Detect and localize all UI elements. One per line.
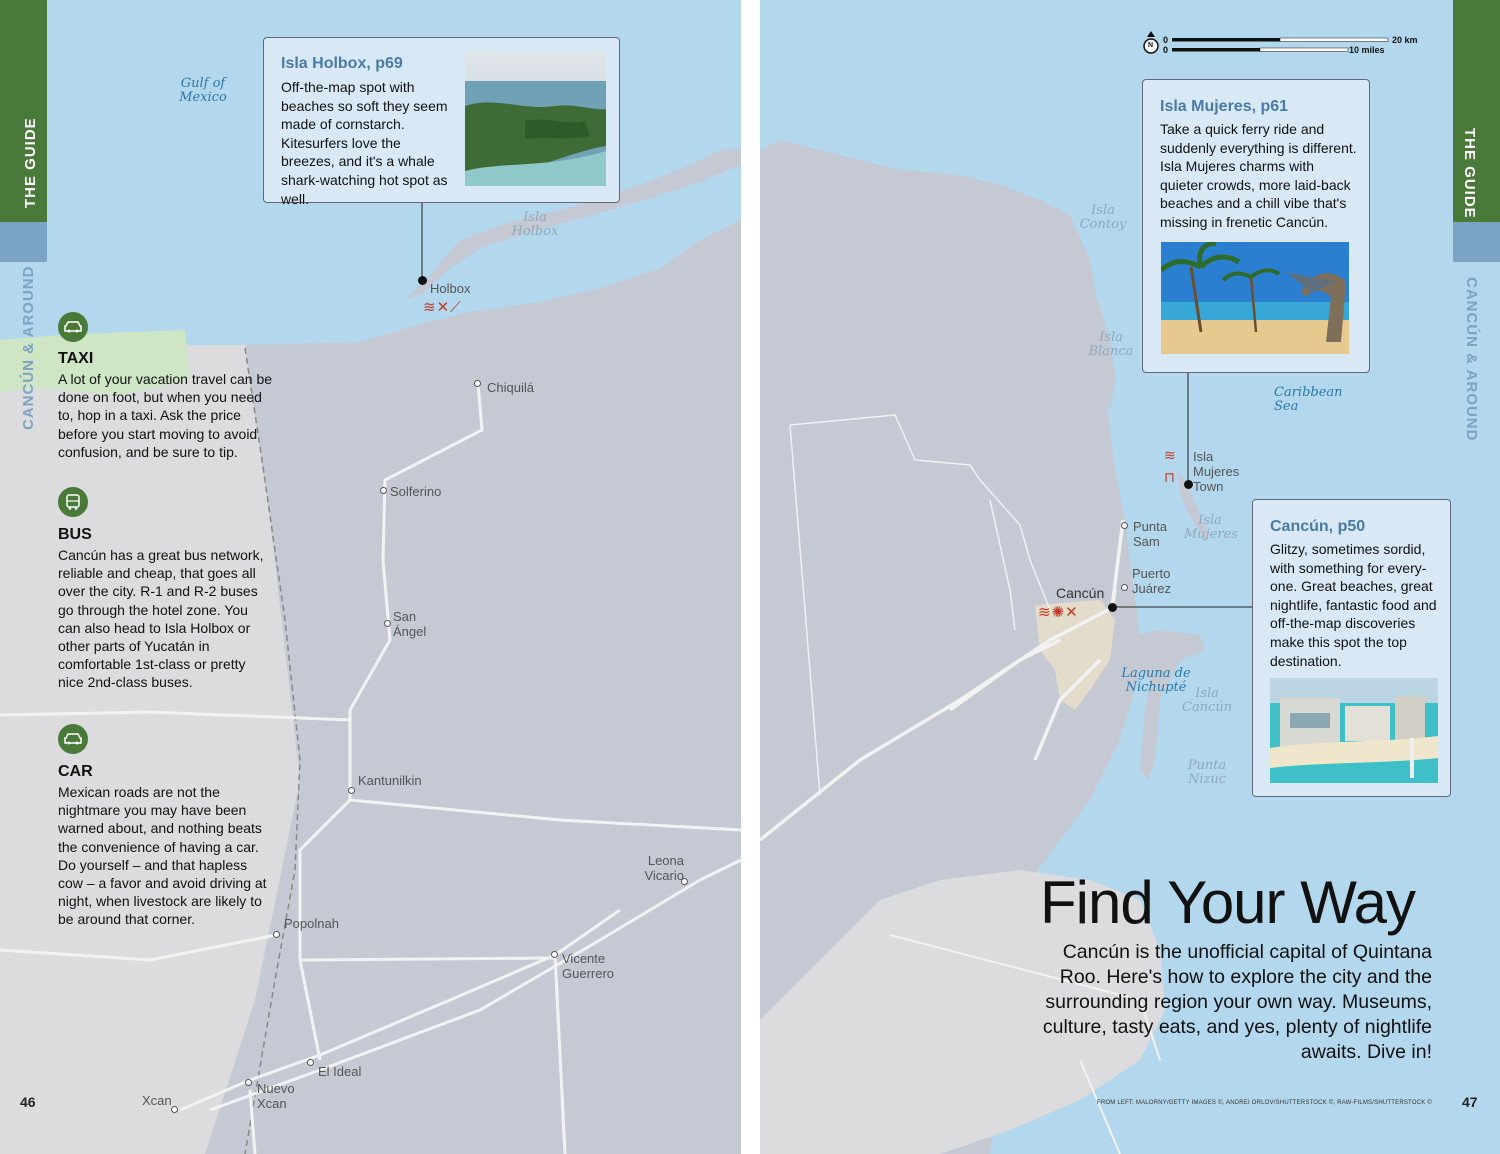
chiquila-label: Chiquilá <box>487 380 534 395</box>
isla-mujeres-town-marker[interactable] <box>1184 480 1193 489</box>
section-tab[interactable] <box>0 222 47 262</box>
leona-vicario-label: Leona Vicario <box>644 853 684 883</box>
cancun-callout-text: Glitzy, sometimes sordid, with something for every-one. Great beaches, great nightlife, fantastic food and off-the-map discoveries make this spot the top destination. <box>1270 541 1437 669</box>
popolnah-marker[interactable] <box>273 931 280 938</box>
beach-icon: ≋ <box>1038 604 1052 621</box>
beach-icon: ≋ <box>1164 447 1177 463</box>
holbox-callout[interactable] <box>263 37 620 207</box>
mujeres-photo <box>1161 242 1349 354</box>
cancun-activity-icons <box>1038 603 1079 621</box>
xcan-marker[interactable] <box>171 1106 178 1113</box>
isla-holbox-label: Isla Holbox <box>511 210 559 239</box>
car-heading: CAR <box>58 763 93 780</box>
vicente-guerrero-marker[interactable] <box>551 951 558 958</box>
holbox-photo <box>465 51 606 186</box>
nuevo-xcan-marker[interactable] <box>245 1079 252 1086</box>
puerto-juarez-marker[interactable] <box>1121 584 1128 591</box>
vicente-guerrero-label: Vicente Guerrero <box>562 951 615 981</box>
isla-cancun-label: Isla Cancún <box>1182 686 1233 715</box>
mujeres-callout-text: Take a quick ferry ride and suddenly everything is different. Isla Mujeres charms with quieter crowds, more laid-back beaches and a chill vibe that's missing in frenetic Cancún. <box>1160 121 1357 230</box>
taxi-text: A lot of your vacation travel can be done on foot, but when you need to, hop in a taxi. Ask the price before you start moving to avoid confusion, and be sure to tip. <box>58 371 273 460</box>
cancun-marker[interactable] <box>1108 603 1117 612</box>
solferino-marker[interactable] <box>380 487 387 494</box>
holbox-callout-title: Isla Holbox, p69 <box>281 55 403 72</box>
car-text: Mexican roads are not the nightmare you may have been warned about, and nothing beats the convenience of having a car. Do yourself – and that hapless cow – a favor and avoid driving at night, when livestock are likely to be around that corner. <box>58 784 267 928</box>
el-ideal-label: El Ideal <box>318 1064 362 1079</box>
snorkel-icon: ⊓ <box>1164 469 1176 485</box>
restaurant-icon: ✕ <box>1065 604 1079 621</box>
left-page <box>0 0 741 1154</box>
san-angel-label: San Ángel <box>393 609 427 639</box>
holbox-callout-text: Off-the-map spot with beaches so soft they seem made of cornstarch. Kitesurfers love the breezes, and it's a whale shark-watching hot spot as well. <box>281 79 448 207</box>
cancun-callout-title: Cancún, p50 <box>1270 518 1366 535</box>
north-label: N <box>1148 42 1154 49</box>
mujeres-callout-title: Isla Mujeres, p61 <box>1160 98 1289 115</box>
bus-text: Cancún has a great bus network, reliable and cheap, that goes all over the city. R-1 and R-2 buses go through the hotel zone. You can also head to Isla Holbox or other parts of Yucatán in comfortable 1st-class or pretty nice 2nd-class buses. <box>58 547 264 691</box>
nuevo-xcan-label: Nuevo Xcan <box>257 1081 295 1111</box>
mujeres-activity-icons <box>1164 444 1186 488</box>
section-tab-label: CANCÚN & AROUND <box>20 265 37 430</box>
mujeres-callout[interactable] <box>1142 79 1370 373</box>
isla-contoy-label: Isla Contoy <box>1079 203 1127 232</box>
caribbean-sea-label: Caribbean Sea <box>1274 385 1343 414</box>
taxi-heading: TAXI <box>58 350 94 367</box>
car-icon <box>58 724 88 754</box>
holbox-label: Holbox <box>430 281 471 296</box>
chiquila-marker[interactable] <box>474 380 481 387</box>
right-page <box>760 0 1500 1154</box>
bus-icon <box>58 487 88 517</box>
find-your-way-title: Find Your Way <box>1040 869 1415 936</box>
el-ideal-marker[interactable] <box>307 1059 314 1066</box>
scale-miles-label: 10 miles <box>1349 45 1385 55</box>
kantunilkin-label: Kantunilkin <box>358 773 422 788</box>
scale-km-label: 20 km <box>1392 35 1418 45</box>
guide-tab-right-label: THE GUIDE <box>1461 128 1478 219</box>
restaurant-icon: ✕ <box>436 299 451 316</box>
punta-sam-marker[interactable] <box>1121 522 1128 529</box>
solferino-label: Solferino <box>390 484 442 499</box>
surf-icon: ⟋ <box>450 299 462 316</box>
puerto-juarez-label: Puerto Juárez <box>1132 566 1172 596</box>
taxi-car-icon <box>58 312 88 342</box>
scale-zero-mi: 0 <box>1163 45 1169 55</box>
beach-icon: ≋ <box>423 299 437 316</box>
right-page-number: 47 <box>1462 1094 1478 1110</box>
punta-sam-label: Punta Sam <box>1133 519 1167 549</box>
isla-mujeres-town-label: Isla Mujeres Town <box>1193 449 1240 494</box>
isla-blanca-label: Isla Blanca <box>1088 330 1134 359</box>
find-your-way-intro: Cancún is the unofficial capital of Quintana Roo. Here's how to explore the city and the surrounding region your own way. Museums, culture, tasty eats, and yes, plenty of nightlife awaits. Dive in! <box>1042 941 1432 1063</box>
cancun-label: Cancún <box>1056 585 1105 601</box>
bus-heading: BUS <box>58 526 92 543</box>
gulf-of-mexico-label: Gulf of Mexico <box>179 76 227 105</box>
photo-credit: FROM LEFT: MALORNY/GETTY IMAGES ©, ANDREI ORLOV/SHUTTERSTOCK ©, RAW-FILMS/SHUTTERSTOCK © <box>1097 1100 1432 1106</box>
section-tab-right-label: CANCÚN & AROUND <box>1463 277 1480 442</box>
san-angel-marker[interactable] <box>384 620 391 627</box>
page-gutter <box>741 0 760 1154</box>
punta-nizuc-label: Punta Nizuc <box>1187 758 1227 787</box>
section-tab-right[interactable] <box>1453 222 1500 262</box>
cancun-callout[interactable] <box>1252 499 1451 797</box>
popolnah-label: Popolnah <box>284 916 339 931</box>
left-page-number: 46 <box>20 1094 36 1110</box>
xcan-label: Xcan <box>142 1093 172 1108</box>
kantunilkin-marker[interactable] <box>348 787 355 794</box>
isla-mujeres-island-label: Isla Mujeres <box>1184 513 1238 542</box>
holbox-activity-icons <box>423 298 462 316</box>
scale-zero-km: 0 <box>1163 35 1169 45</box>
cancun-photo <box>1270 678 1438 783</box>
laguna-nichupte-label: Laguna de Nichupté <box>1121 666 1191 695</box>
guide-tab-label: THE GUIDE <box>22 117 39 208</box>
holbox-marker[interactable] <box>418 276 427 285</box>
nightlife-icon: ✺ <box>1051 604 1066 621</box>
